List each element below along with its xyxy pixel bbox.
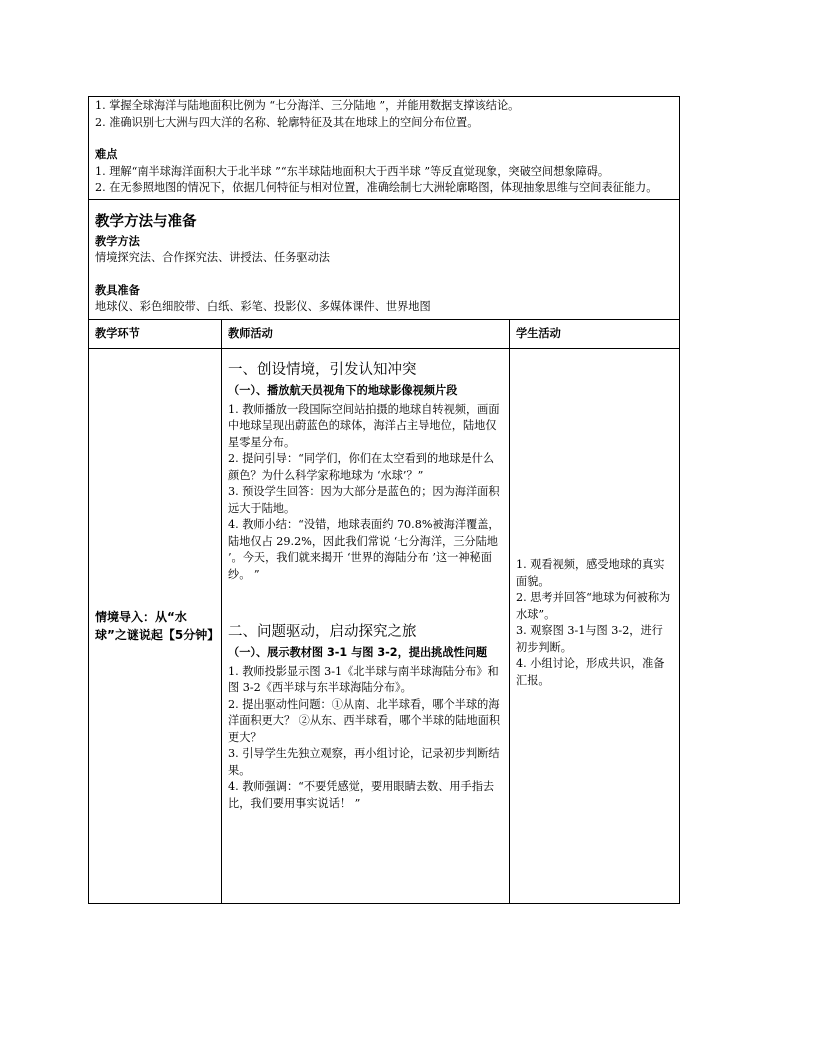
difficulty-line-2: 2. 在无参照地图的情况下，依据几何特征与相对位置，准确绘制七大洲轮廓略图，体现抽象思维与空间表征能力。 bbox=[95, 181, 658, 194]
part1-title: 一、创设情境，引发认知冲突 bbox=[228, 362, 417, 378]
part1-item-2: 2. 提问引导：“同学们，你们在太空看到的地球是什么颜色？为什么科学家称地球为 ‘水球’？” bbox=[228, 452, 495, 482]
stage-label: 情境导入：从“水球”之谜说起【5分钟】 bbox=[95, 610, 220, 642]
student-item-4: 4. 小组讨论，形成共识，准备汇报。 bbox=[516, 657, 665, 687]
teacher-activity-cell bbox=[222, 349, 510, 904]
header-stage: 教学环节 bbox=[89, 319, 222, 349]
part2-item-4: 4. 教师强调：“不要凭感觉，要用眼睛去数、用手指去比，我们要用事实说话！ ” bbox=[228, 780, 495, 810]
tools-text: 地球仪、彩色细胶带、白纸、彩笔、投影仪、多媒体课件、世界地图 bbox=[95, 300, 431, 313]
header-student: 学生活动 bbox=[510, 319, 680, 349]
student-item-3: 3. 观察图 3-1与图 3-2，进行初步判断。 bbox=[516, 624, 663, 654]
tools-label: 教具准备 bbox=[95, 283, 140, 297]
header-teacher: 教师活动 bbox=[222, 319, 510, 349]
methods-row bbox=[89, 199, 680, 319]
part2-title: 二、问题驱动，启动探究之旅 bbox=[228, 624, 417, 640]
objective-line-1: 1. 掌握全球海洋与陆地面积比例为 “七分海洋、三分陆地 ”，并能用数据支撑该结论。 bbox=[95, 99, 520, 112]
objectives-cell bbox=[89, 97, 680, 200]
stage-cell bbox=[89, 349, 222, 904]
part2-item-3: 3. 引导学生先独立观察，再小组讨论，记录初步判断结果。 bbox=[228, 747, 500, 777]
difficulty-label: 难点 bbox=[95, 148, 118, 161]
table-row bbox=[89, 349, 680, 904]
part2-item-1: 1. 教师投影显示图 3-1《北半球与南半球海陆分布》和图 3-2《西半球与东半球海陆分布》。 bbox=[228, 664, 499, 694]
part1-item-4: 4. 教师小结：“没错，地球表面约 70.8%被海洋覆盖，陆地仅占 29.2%，因此我们常说 ‘七分海洋，三分陆地 ’。今天，我们就来揭开 ‘世界的海陆分布 ’这一神秘面纱。 ” bbox=[228, 518, 500, 581]
part1-item-3: 3. 预设学生回答：因为大部分是蓝色的；因为海洋面积远大于陆地。 bbox=[228, 485, 500, 515]
lesson-plan-table bbox=[88, 96, 680, 904]
table-header-row bbox=[89, 319, 680, 349]
student-activity-cell bbox=[510, 349, 680, 904]
part2-item-2: 2. 提出驱动性问题：①从南、北半球看，哪个半球的海洋面积更大？ ②从东、西半球看，哪个半球的陆地面积更大？ bbox=[228, 697, 501, 744]
part1-item-1: 1. 教师播放一段国际空间站拍摄的地球自转视频，画面中地球呈现出蔚蓝色的球体，海洋占主导地位，陆地仅星零星分布。 bbox=[228, 402, 500, 449]
objective-line-2: 2. 准确识别七大洲与四大洋的名称、轮廓特征及其在地球上的空间分布位置。 bbox=[95, 115, 479, 129]
part1-subtitle: （一）、播放航天员视角下的地球影像视频片段 bbox=[228, 384, 458, 397]
objectives-row bbox=[89, 97, 680, 200]
difficulty-line-1: 1. 理解“南半球海洋面积大于北半球 ”“东半球陆地面积大于西半球 ”等反直觉现象，突破空间想象障碍。 bbox=[95, 164, 610, 178]
method-text: 情境探究法、合作探究法、讲授法、任务驱动法 bbox=[95, 251, 330, 264]
methods-section-title: 教学方法与准备 bbox=[95, 213, 197, 230]
document-page bbox=[88, 96, 679, 956]
student-item-1: 1. 观看视频，感受地球的真实面貌。 bbox=[516, 558, 665, 588]
part2-subtitle: （一）、展示教材图 3-1 与图 3-2，提出挑战性问题 bbox=[228, 646, 488, 659]
method-label: 教学方法 bbox=[95, 234, 140, 248]
methods-cell bbox=[89, 199, 680, 319]
student-item-2: 2. 思考并回答“地球为何被称为水球”。 bbox=[516, 591, 671, 621]
